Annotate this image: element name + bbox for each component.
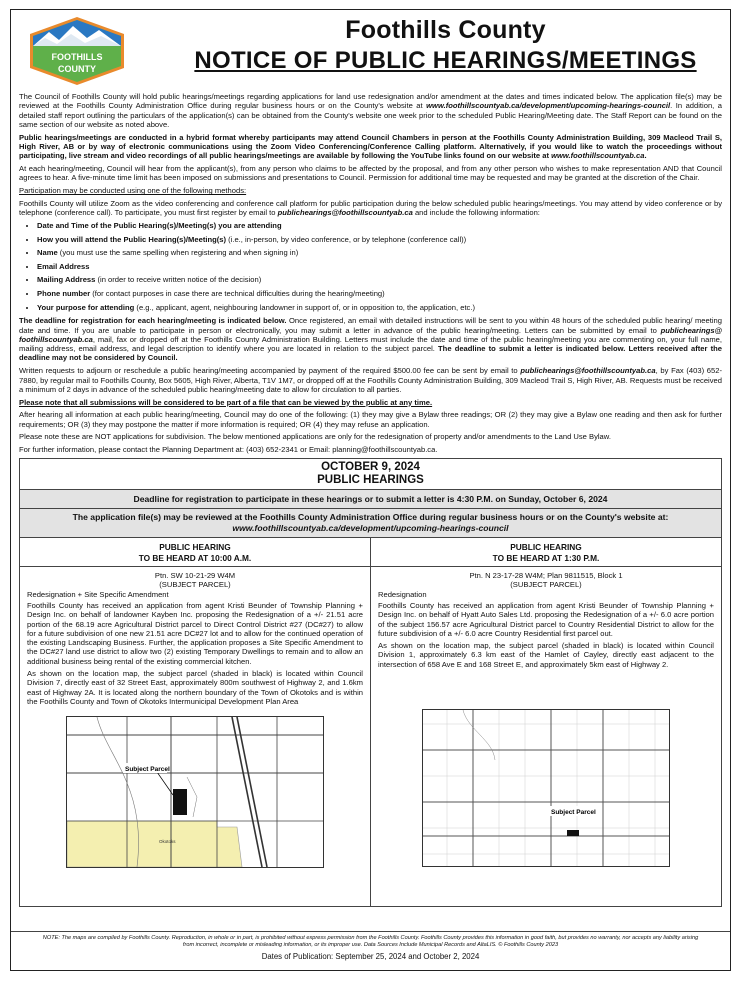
svg-text:FOOTHILLS: FOOTHILLS xyxy=(51,52,103,62)
registration-deadline: Deadline for registration to participate in these hearings or to submit a letter is 4:30 P.M. on Sunday, October 6, 2024 xyxy=(20,490,721,509)
list-item: • Phone number (for contact purposes in case there are technical difficulties during the hearing/meeting) xyxy=(37,289,722,298)
list-item: • Your purpose for attending (e.g., applicant, agent, neighbouring landowner in support of, or in opposition to, the application, etc.) xyxy=(37,303,722,312)
intro-paragraph-7: Written requests to adjourn or reschedule a public hearing/meeting accompanied by payment of the required $500.00 fee can be sent by email to publichearings@foothillscountyab.ca, by Fax (403) 652-7880, by regular mail to Foothills County, Box 5605, High River, Alberta, T1V 1M7, or dropped off at the Foothills County Administration Building, 309 Macleod Trail S, High River, AB. Requests must be received a minimum of 2 days in advance of the scheduled public hearing/meeting date to allow for circulation to all parties. xyxy=(19,366,723,394)
title-block xyxy=(161,16,730,75)
application-type: Redesignation + Site Specific Amendment xyxy=(27,589,169,599)
list-item: • Date and Time of the Public Hearing(s)/Meeting(s) you are attending xyxy=(37,221,722,230)
notice-title: NOTICE OF PUBLIC HEARINGS/MEETINGS xyxy=(194,47,697,74)
intro-paragraph-1: The Council of Foothills County will hold public hearings/meetings regarding applications for land use redesignation and/or amendment at the dates and times indicated below. The application file(s) may be reviewed at the Foothills County Administration Office during regular business hours or on the County's website at www.foothillscountyab.ca/development/upcoming-hearings-council. In addition, a detailed staff report outlining the particulars of the application(s) can be obtained from the County's website one week prior to the scheduled Public Hearing/Meeting date. The Staff Report can be found on the same section of our website as noted above. xyxy=(19,92,722,129)
list-item: • How you will attend the Public Hearing(s)/Meeting(s) (i.e., in-person, by video conference, or by telephone (conference call)) xyxy=(37,235,722,244)
intro-paragraph-5: Foothills County will utilize Zoom as the video conferencing and conference call platform for public participation during the below scheduled public hearings/meetings. You may attend by video conference or by telephone (conference call). To participate, you must first register by email to publichearings@foothillscountyab.ca and include the following information: xyxy=(19,198,722,218)
subject-parcel-label: (SUBJECT PARCEL) xyxy=(159,580,231,590)
review-info: The application file(s) may be reviewed at the Foothills County Administration Office during regular business hours or on the County's website at: www.foothillscountyab.ca/development/upcoming-hearings-council xyxy=(20,509,721,538)
hearing-columns xyxy=(20,538,721,906)
contact-info: For further information, please contact the Planning Department at: (403) 652-2341 or Email: planning@foothillscountyab.ca. xyxy=(19,445,438,455)
publication-dates: Dates of Publication: September 25, 2024 and October 2, 2024 xyxy=(261,952,480,961)
application-type: Redesignation xyxy=(378,589,427,599)
list-item: • Email Address xyxy=(37,262,722,271)
subject-parcel-label: (SUBJECT PARCEL) xyxy=(510,580,582,590)
hearing-morning-header: PUBLIC HEARING TO BE HEARD AT 10:00 A.M. xyxy=(20,542,370,567)
registration-requirements-list xyxy=(19,221,722,312)
location-map-afternoon xyxy=(422,709,670,867)
intro-paragraph-6: The deadline for registration for each hearing/meeting is indicated below. Once registered, an email with detailed instructions will be sent to you within 48 hours of the scheduled public hearing/ meeting date and time. If you are unable to participate in person or electronically, you may submit a letter in advance of the public hearing/meeting. Letters can be submitted by email to publichearings@ foothillscountyab.ca, mail, fax or dropped off at the Foothills County Administration Building. Letters must include the date and time of the public hearing/meeting you are commenting on, your full name, mailing address, email address, and legal description to identify where you are located in relation to the subject parcel. The deadline to submit a letter is indicated below. Letters received after the deadline may not be considered by Council. xyxy=(19,316,722,363)
map-town-label: Okotoks xyxy=(159,839,176,845)
hearing-date: OCTOBER 9, 2024 xyxy=(321,461,420,474)
review-website-link[interactable]: www.foothillscountyab.ca/development/upcoming-hearings-council xyxy=(232,523,509,534)
hearing-morning xyxy=(20,538,370,906)
application-description: Foothills County has received an application from agent Kristi Beunder of Township Planning + Design Inc. on behalf of landowner Kayben Inc. proposing the Redesignation of a +/- 21.51 acre portion of the 68.19 acre Agricultural District parcel to Direct Control District #27 (DC#27) to allow for a future subdivision of one new 21.51 acre DC#27 lot and to allow for the continued operation of the existing Landscaping Business. Further, the application proposes a Site Specific Amendment to the DC#27 land use district to allow two (2) existing Temporary Dwellings to remain and to allow an additional business being rental of the existing commercial kitchen. xyxy=(27,600,363,666)
intro-paragraph-2: Public hearings/meetings are conducted in a hybrid format whereby participants may attend Council Chambers in person at the Foothills County Administration Building, 309 Macleod Trail S, High River, AB or by way of electronic communications using the Zoom Video Conferencing/Conference Calling platform. Alternatively, if you would like to watch the proceedings without participating, live stream and video recordings of all public hearings/meetings are available by following the YouTube links found on our website at www.foothillscountyab.ca. xyxy=(19,132,722,161)
county-name: Foothills County xyxy=(345,16,546,44)
adjourn-email[interactable]: publichearings@foothillscountyab.ca xyxy=(520,366,656,376)
website-link-short[interactable]: www.foothillscountyab.ca xyxy=(551,151,645,161)
intro-text xyxy=(11,92,730,455)
svg-text:COUNTY: COUNTY xyxy=(58,64,96,74)
hearing-section xyxy=(19,458,722,907)
intro-paragraph-9: After hearing all information at each public hearing/meeting, Council may do one of the following: (1) they may give a Bylaw three readings; OR (2) they may give a Bylaw one reading and then ask for further requirements; OR (3) they may postpone the matter if more information is required; OR (4) they may refuse an application. xyxy=(19,410,722,429)
map-subject-label: Subject Parcel xyxy=(551,809,596,817)
notice-page xyxy=(10,9,731,971)
submissions-public-note: Please note that all submissions will be considered to be part of a file that can be viewed by the public at any time. xyxy=(19,397,433,407)
hearing-date-banner xyxy=(20,459,721,490)
foothills-county-logo xyxy=(27,16,127,86)
map-subject-label: Subject Parcel xyxy=(125,766,170,774)
participation-heading: Participation may be conducted using one of the following methods: xyxy=(19,186,247,196)
location-map-morning xyxy=(66,716,324,868)
location-description: As shown on the location map, the subject parcel (shaded in black) is located within Council Division 1, approximately 6.3 km east of the Hamlet of Cayley, directly east adjacent to the intersection of 658 Ave E and 168 Street E, and approximately 5km east of Highway 2. xyxy=(378,641,714,669)
map-disclaimer: NOTE: The maps are compiled by Foothills County. Reproduction, in whole or in part, is prohibited without express permission from the Foothills County. Foothills County provides this information in good faith, but provides no warranty, nor accepts any liability arising from incorrect, incomplete or misleading information, or its improper use. Data Sources Include Municipal Records and AltaLIS. © Foothills County 2023 xyxy=(42,935,699,948)
hearing-afternoon-header: PUBLIC HEARING TO BE HEARD AT 1:30 P.M. xyxy=(371,542,721,567)
list-item: • Name (you must use the same spelling when registering and when signing in) xyxy=(37,248,722,257)
header xyxy=(11,10,730,92)
location-description: As shown on the location map, the subject parcel (shaded in black) is located within Council Division 7, directly east of 32 Street East, approximately 800m southwest of Highway 2, and 1.6km east of Highway 2A. It is located along the northern boundary of the Town of Okotoks and is within the Foothills County and Town of Okotoks Intermunicipal Development Plan Area xyxy=(27,669,363,706)
hearing-afternoon xyxy=(370,538,721,906)
letters-email[interactable]: publichearings@ foothillscountyab.ca xyxy=(19,325,722,344)
list-item: • Mailing Address (in order to receive written notice of the decision) xyxy=(37,275,722,284)
legal-description: Ptn. SW 10-21-29 W4M xyxy=(154,571,236,581)
footer xyxy=(11,931,730,970)
intro-paragraph-10: Please note these are NOT applications for subdivision. The below mentioned applications are only for the redesignation of property and/or amendments to the Land Use Bylaw. xyxy=(19,432,611,442)
legal-description: Ptn. N 23-17-28 W4M; Plan 9811515, Block 1 xyxy=(469,571,623,581)
application-description: Foothills County has received an application from agent Kristi Beunder of Township Planning + Design Inc. on behalf of Hyatt Auto Sales Ltd. proposing the Redesignation of a +/- 6.0 acre portion of the subject 156.57 acre Agricultural District parcel to Country Residential District to allow for the future subdivision of a +/- 6.0 acre Country Residential first parcel out. xyxy=(378,600,714,638)
registration-email[interactable]: publichearings@foothillscountyab.ca xyxy=(277,208,413,218)
website-link[interactable]: www.foothillscountyab.ca/development/upcoming-hearings-council xyxy=(426,101,671,111)
intro-paragraph-3: At each hearing/meeting, Council will hear from the applicant(s), from any person who claims to be affected by the proposal, and from any other person who wishes to make representation AND that Council agrees to hear. A five-minute time limit has been imposed on submissions and presentations to Council. Permission for additional time may be requested and may be granted at the discretion of the Chair. xyxy=(19,164,722,183)
hearing-label: PUBLIC HEARINGS xyxy=(317,474,424,487)
